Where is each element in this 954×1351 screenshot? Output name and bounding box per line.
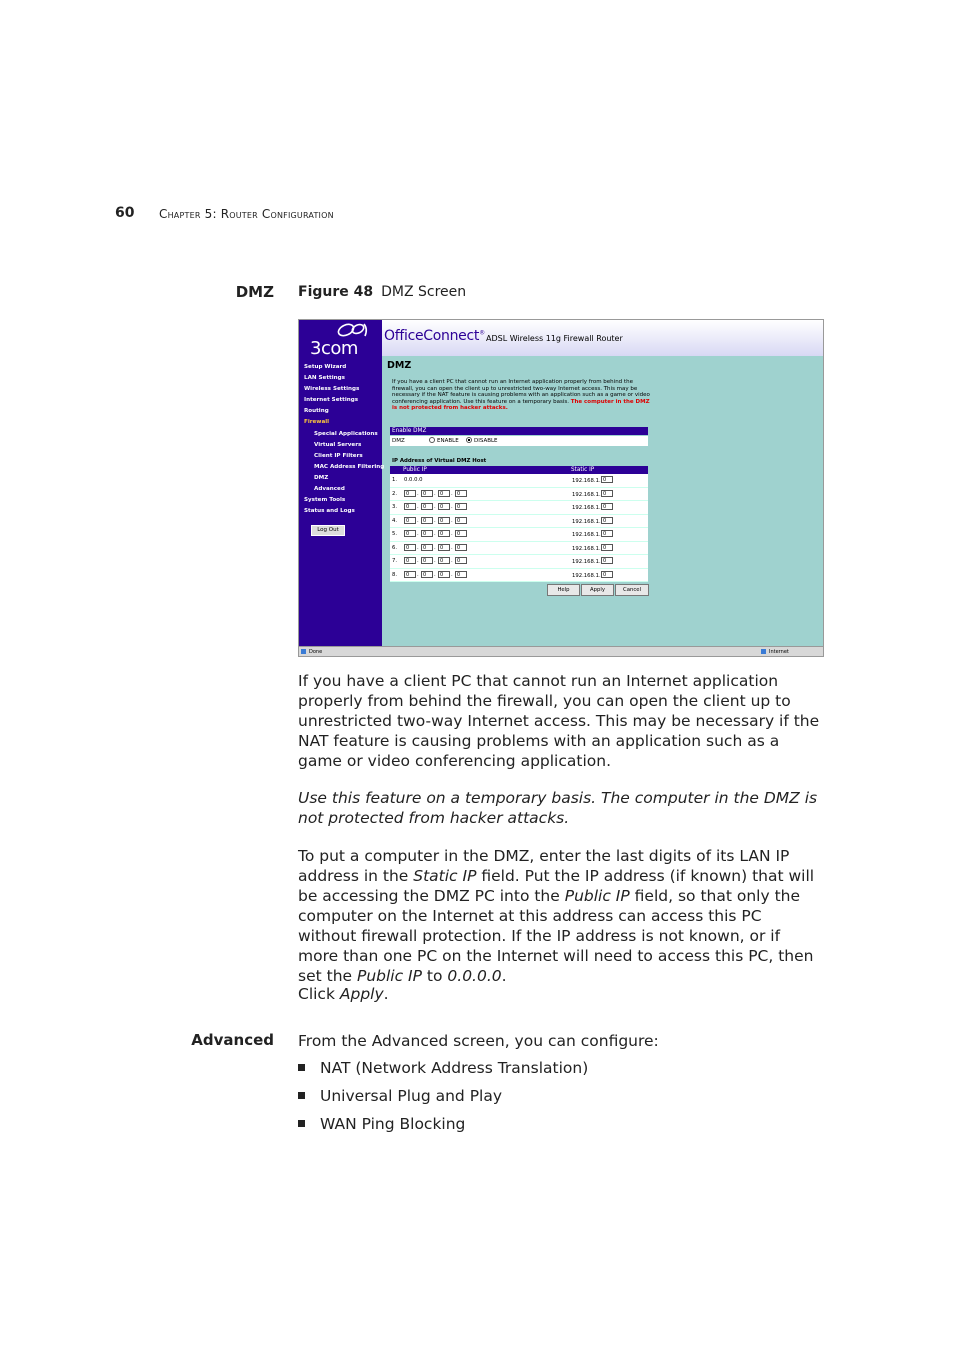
logout-button[interactable]: Log Out — [311, 525, 345, 536]
row-number: 4. — [392, 517, 398, 524]
octet-separator: . — [434, 558, 436, 564]
row-number: 7. — [392, 558, 398, 564]
octet-separator: . — [434, 517, 436, 524]
public-ip-octet-input[interactable]: 0 — [421, 557, 433, 564]
octet-separator: . — [417, 504, 419, 510]
table-row — [390, 542, 648, 556]
bullet-text: WAN Ping Blocking — [320, 1115, 466, 1133]
public-ip-octet-input[interactable]: 0 — [421, 571, 433, 578]
octet-separator: . — [417, 490, 419, 497]
list-item — [298, 1059, 588, 1077]
public-ip-octet-input[interactable]: 0 — [438, 557, 450, 564]
octet-separator: . — [417, 517, 419, 524]
public-ip-octet-input[interactable]: 0 — [438, 503, 450, 510]
public-ip-octet-input[interactable]: 0 — [421, 490, 433, 497]
octet-separator: . — [451, 558, 453, 564]
public-ip-octet-input[interactable]: 0 — [438, 490, 450, 497]
public-ip-octet-input[interactable]: 0 — [455, 517, 467, 524]
row-number: 2. — [392, 490, 398, 497]
public-ip-value: 0.0.0.0 — [404, 477, 423, 483]
table-row — [390, 528, 648, 542]
public-ip-octet-input[interactable]: 0 — [438, 517, 450, 524]
public-ip-octet-input[interactable]: 0 — [404, 530, 416, 537]
nav-status-and-logs[interactable]: Status and Logs — [304, 508, 355, 514]
advanced-intro: From the Advanced screen, you can configure: — [298, 1032, 659, 1050]
advanced-side-heading: Advanced — [191, 1031, 274, 1049]
static-ip-prefix: 192.168.1. — [572, 532, 601, 538]
dmz-screenshot — [298, 319, 824, 657]
static-ip-input[interactable]: 0 — [601, 571, 613, 578]
public-ip-octet-input[interactable]: 0 — [421, 544, 433, 551]
public-ip-octet-input[interactable]: 0 — [404, 517, 416, 524]
router-topbar — [382, 320, 823, 356]
octet-separator: . — [434, 531, 436, 537]
help-button[interactable]: Help — [547, 584, 580, 596]
dmz-label: DMZ — [392, 438, 405, 444]
table-row — [390, 474, 648, 488]
chapter-title: Chapter 5: Router Configuration — [159, 207, 334, 221]
dmz-page-title: DMZ — [387, 360, 412, 371]
octet-separator: . — [417, 558, 419, 564]
public-ip-octet-input[interactable]: 0 — [455, 490, 467, 497]
dmz-intro-text — [392, 379, 650, 412]
apply-text: Apply — [339, 985, 384, 1003]
nav-mac-address-filtering[interactable]: MAC Address Filtering — [314, 464, 385, 470]
static-ip-input[interactable]: 0 — [601, 503, 613, 510]
public-ip-octet-input[interactable]: 0 — [421, 530, 433, 537]
disable-label: DISABLE — [474, 438, 498, 444]
nav-setup-wizard[interactable]: Setup Wizard — [304, 364, 347, 370]
static-ip-prefix: 192.168.1. — [572, 545, 601, 552]
nav-advanced[interactable]: Advanced — [314, 486, 345, 492]
ip-heading: IP Address of Virtual DMZ Host — [392, 458, 487, 464]
status-done: Done — [309, 649, 323, 655]
browser-status-bar — [299, 646, 823, 657]
table-row — [390, 569, 648, 583]
row-number: 3. — [392, 504, 398, 510]
octet-separator: . — [417, 544, 419, 551]
list-item — [298, 1087, 502, 1105]
figure-title: DMZ Screen — [381, 284, 467, 300]
static-ip-input[interactable]: 0 — [601, 530, 613, 537]
public-ip-octet-input[interactable]: 0 — [421, 517, 433, 524]
octet-separator: . — [434, 544, 436, 551]
dmz-side-heading: DMZ — [235, 283, 274, 301]
octet-separator: . — [451, 490, 453, 497]
p3-d: to — [421, 967, 448, 985]
p3-e: . — [501, 967, 507, 985]
static-ip-input[interactable]: 0 — [601, 517, 613, 524]
bullet-text: Universal Plug and Play — [320, 1087, 503, 1105]
dmz-paragraph-2: Use this feature on a temporary basis. The computer in the DMZ is not protected from hacker attacks. — [298, 789, 818, 827]
octet-separator: . — [451, 531, 453, 537]
bullet-square-icon — [298, 1092, 305, 1099]
p3-public-ip: Public IP — [564, 887, 630, 905]
static-ip-prefix: 192.168.1. — [572, 572, 601, 579]
intro-warning: The computer in the DMZ is not protected from hacker attacks. — [392, 398, 650, 412]
nav-internet-settings[interactable]: Internet Settings — [304, 397, 359, 403]
public-ip-octet-input[interactable]: 0 — [404, 571, 416, 578]
p3-c: field, so that only the computer on the Internet at this address can access this PC without firewall protection. If the IP address is not known, or if more than one PC on the Internet will need to access this PC, then set the — [298, 887, 814, 985]
nav-system-tools[interactable]: System Tools — [304, 497, 346, 503]
disable-radio-icon — [466, 437, 472, 443]
public-ip-octet-input[interactable]: 0 — [404, 490, 416, 497]
static-ip-input[interactable]: 0 — [601, 476, 613, 483]
static-ip-prefix: 192.168.1. — [572, 518, 601, 525]
row-number: 8. — [392, 571, 398, 578]
status-zone: Internet — [769, 649, 789, 655]
enable-radio[interactable] — [429, 436, 459, 446]
globe-icon — [761, 649, 766, 654]
octet-separator: . — [451, 571, 453, 578]
enable-label: ENABLE — [437, 438, 459, 444]
static-ip-prefix: 192.168.1. — [572, 491, 601, 498]
octet-separator: . — [417, 531, 419, 537]
enable-dmz-heading: Enable DMZ — [390, 427, 648, 435]
p3-a: To put a computer in the DMZ, enter the last digits of its LAN IP address in the — [298, 847, 790, 885]
static-ip-prefix: 192.168.1. — [572, 505, 601, 511]
page-number: 60 — [115, 205, 135, 221]
click-text: Click — [298, 985, 340, 1003]
apply-button[interactable]: Apply — [581, 584, 614, 596]
bullet-text: NAT (Network Address Translation) — [320, 1059, 589, 1077]
ip-table — [390, 474, 648, 582]
router-nav-sidebar — [299, 320, 385, 646]
public-ip-octet-input[interactable]: 0 — [404, 544, 416, 551]
nav-special-applications[interactable]: Special Applications — [314, 431, 378, 437]
figure-caption — [298, 284, 466, 300]
nav-wireless-settings[interactable]: Wireless Settings — [304, 386, 360, 392]
3com-logo-text: 3com — [310, 338, 358, 359]
octet-separator: . — [434, 571, 436, 578]
nav-lan-settings[interactable]: LAN Settings — [304, 375, 345, 381]
page-icon — [301, 649, 306, 654]
public-ip-octet-input[interactable]: 0 — [421, 503, 433, 510]
dmz-paragraph-1: If you have a client PC that cannot run an Internet application properly from behind the firewall, you can open the client up to unrestricted two-way Internet access. This may be necessary if the NAT feature is causing problems with an application such as a game or video conferencing application. — [298, 672, 820, 770]
row-number: 1. — [392, 477, 398, 483]
static-ip-prefix: 192.168.1. — [572, 478, 601, 484]
octet-separator: . — [417, 571, 419, 578]
p3-b: field. Put the IP address (if known) that will be accessing the DMZ PC into the — [298, 867, 815, 905]
public-ip-octet-input[interactable]: 0 — [404, 503, 416, 510]
public-ip-octet-input[interactable]: 0 — [438, 530, 450, 537]
table-row — [390, 555, 648, 569]
static-ip-prefix: 192.168.1. — [572, 559, 601, 565]
nav-client-ip-filters[interactable]: Client IP Filters — [314, 453, 363, 459]
officeconnect-brand — [384, 328, 485, 344]
octet-separator: . — [434, 490, 436, 497]
list-item — [298, 1115, 465, 1133]
cancel-button[interactable]: Cancel — [615, 584, 649, 596]
octet-separator: . — [434, 504, 436, 510]
table-row — [390, 501, 648, 515]
public-ip-octet-input[interactable]: 0 — [404, 557, 416, 564]
col-static-ip: Static IP — [571, 467, 595, 473]
enable-radio-icon — [429, 437, 435, 443]
static-ip-input[interactable]: 0 — [601, 544, 613, 551]
3com-logo-icon — [335, 321, 371, 338]
p3-zero: 0.0.0.0 — [447, 967, 502, 985]
brand-reg: ® — [479, 329, 485, 337]
public-ip-octet-input[interactable]: 0 — [438, 571, 450, 578]
table-row — [390, 515, 648, 529]
table-row — [390, 488, 648, 502]
bullet-square-icon — [298, 1064, 305, 1071]
public-ip-octet-input[interactable]: 0 — [455, 530, 467, 537]
octet-separator: . — [451, 517, 453, 524]
nav-virtual-servers[interactable]: Virtual Servers — [314, 442, 362, 448]
brand-name: OfficeConnect — [384, 328, 480, 344]
public-ip-octet-input[interactable]: 0 — [455, 571, 467, 578]
octet-separator: . — [451, 504, 453, 510]
ip-table-header — [390, 466, 648, 474]
dmz-paragraph-3 — [298, 846, 823, 986]
p3-public-ip-2: Public IP — [356, 967, 422, 985]
apply-dot: . — [383, 985, 389, 1003]
product-name: ADSL Wireless 11g Firewall Router — [486, 334, 623, 343]
public-ip-octet-input[interactable]: 0 — [438, 544, 450, 551]
disable-radio[interactable] — [466, 436, 498, 446]
nav-dmz[interactable]: DMZ — [314, 475, 329, 481]
row-number: 6. — [392, 544, 398, 551]
static-ip-input[interactable]: 0 — [601, 557, 613, 564]
nav-routing[interactable]: Routing — [304, 408, 329, 414]
static-ip-input[interactable]: 0 — [601, 490, 613, 497]
enable-dmz-row — [390, 436, 648, 446]
public-ip-octet-input[interactable]: 0 — [455, 503, 467, 510]
intro-main: If you have a client PC that cannot run an Internet application properly from behind the firewall, you can open the client up to unrestricted two-way Internet access. This may be necessary if the NAT feature is causing problems with an application such as a game or video conferencing application. Use this feature on a temporary basis. — [392, 379, 650, 405]
public-ip-octet-input[interactable]: 0 — [455, 544, 467, 551]
public-ip-octet-input[interactable]: 0 — [455, 557, 467, 564]
p3-static-ip: Static IP — [413, 867, 477, 885]
nav-firewall[interactable]: Firewall — [304, 419, 330, 425]
bullet-square-icon — [298, 1120, 305, 1127]
figure-label: Figure 48 — [298, 284, 374, 300]
octet-separator: . — [451, 544, 453, 551]
row-number: 5. — [392, 531, 398, 537]
col-public-ip: Public IP — [403, 467, 427, 473]
click-apply-line — [298, 984, 823, 1004]
